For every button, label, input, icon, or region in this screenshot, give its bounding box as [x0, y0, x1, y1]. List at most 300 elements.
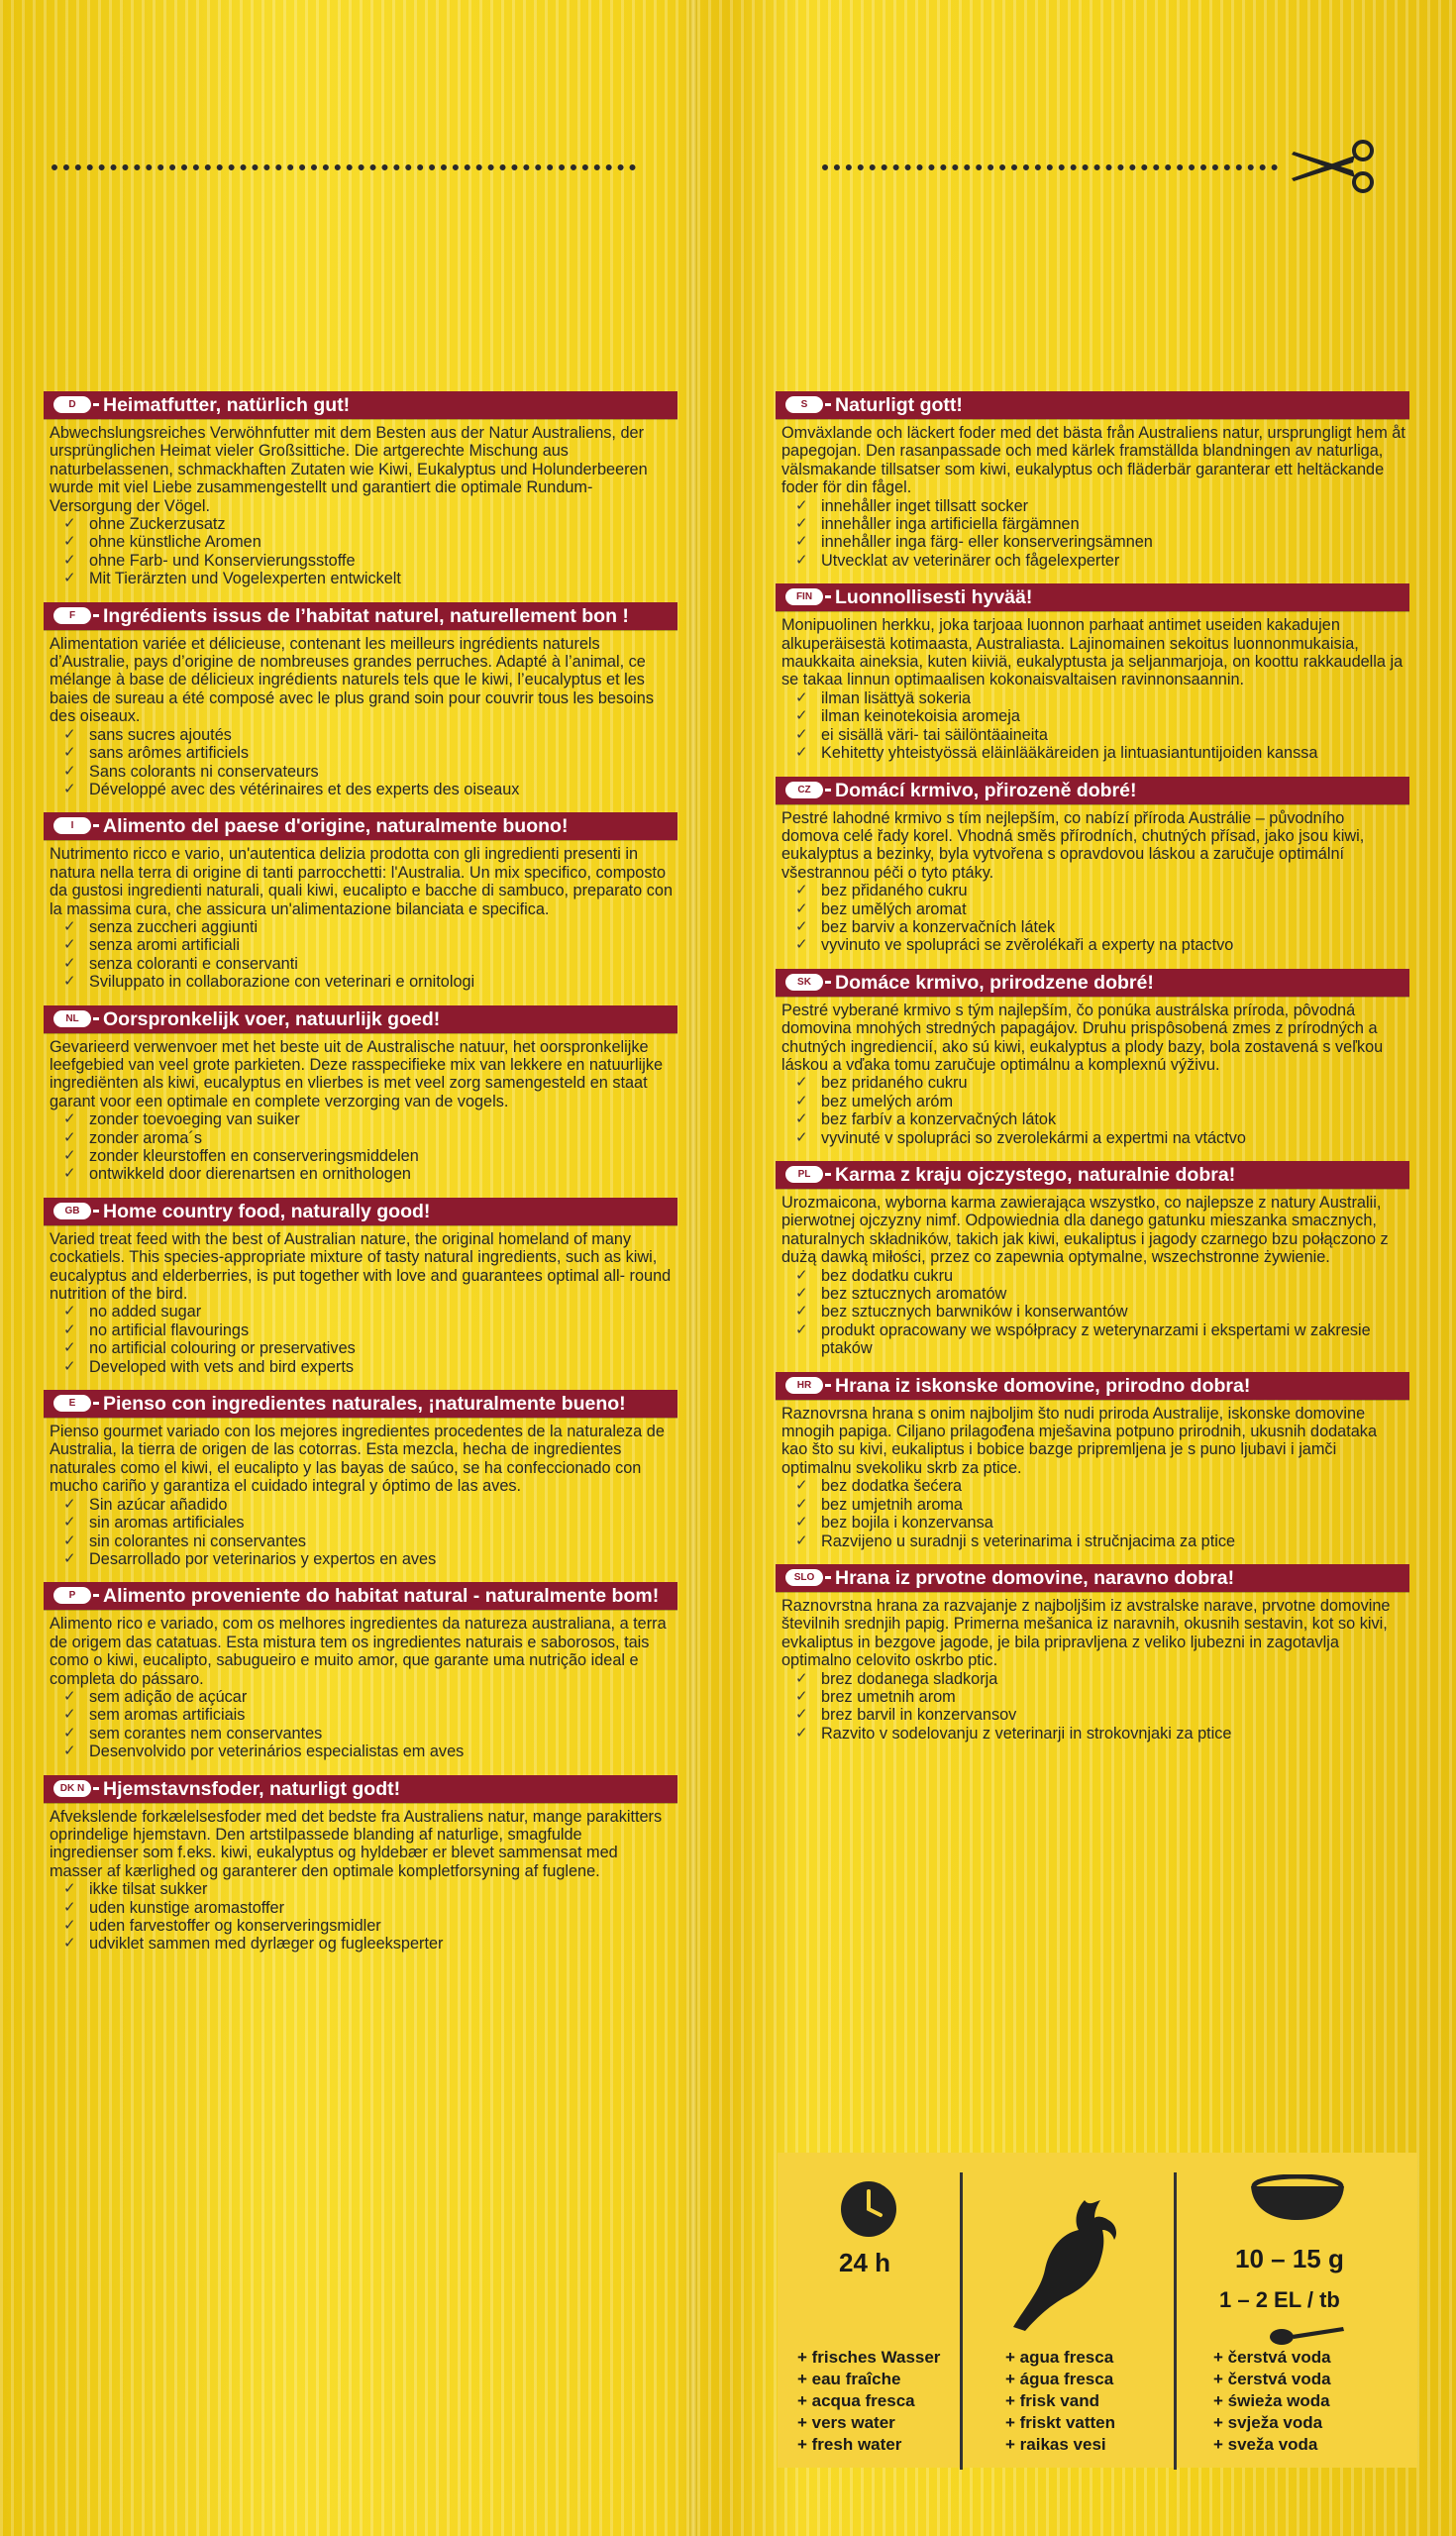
feature-list	[781, 1670, 1405, 1744]
check-icon: ✓	[63, 1303, 76, 1321]
section-text: Abwechslungsreiches Verwöhnfutter mit dem Besten aus der Natur Australiens, der ursprünglichen Heimat vieler Großsittiche. Die artgerechte Mischung aus naturbelassenen, schmackhaften Zutaten wie Kiwi, Eukalyptus und Holunderbeeren wurde mit viel Liebe zusammengestellt und garantiert die optimale Rundum-Versorgung der Vögel.	[50, 424, 648, 515]
check-icon: ✓	[795, 1514, 808, 1532]
water-item: + vers water	[797, 2413, 895, 2432]
feature-item	[63, 570, 674, 587]
water-item: + frisches Wasser	[797, 2348, 941, 2367]
bowl-icon	[1243, 2174, 1352, 2224]
feature-item	[795, 1303, 1405, 1321]
section-body	[44, 1418, 677, 1568]
check-icon: ✓	[63, 1532, 76, 1549]
feature-item	[63, 1147, 674, 1165]
feature-list	[781, 882, 1405, 955]
section-title: Karma z kraju ojczystego, naturalnie dobra!	[835, 1164, 1236, 1186]
section-title: Naturligt gott!	[835, 394, 963, 416]
feature-text: innehåller inget tillsatt socker	[821, 496, 1029, 515]
feature-text: sin colorantes ni conservantes	[89, 1532, 307, 1550]
feature-text: udviklet sammen med dyrlæger og fugleeksperter	[89, 1935, 444, 1954]
water-item: + raikas vesi	[1005, 2435, 1106, 2454]
section-body	[776, 997, 1409, 1147]
feature-list	[50, 1880, 674, 1954]
section-title: Pienso con ingredientes naturales, ¡naturalmente bueno!	[103, 1393, 626, 1416]
feature-item	[63, 1110, 674, 1128]
language-section	[776, 391, 1409, 570]
section-body	[44, 1033, 677, 1184]
feature-text: Desarrollado por veterinarios y expertos en aves	[89, 1549, 437, 1568]
feature-item	[63, 1706, 674, 1724]
feature-item	[795, 1129, 1405, 1147]
feature-text: bez farbív a konzervačných látok	[821, 1110, 1057, 1129]
check-icon: ✓	[63, 1357, 76, 1375]
language-code-badge: SLO	[785, 1569, 823, 1586]
section-heading	[776, 391, 1409, 419]
feature-item	[795, 900, 1405, 918]
section-title: Luonnollisesti hyvää!	[835, 586, 1033, 609]
check-icon: ✓	[63, 1110, 76, 1128]
bag-seam	[689, 0, 697, 2536]
feature-text: ohne Zuckerzusatz	[89, 515, 226, 534]
check-icon: ✓	[63, 1880, 76, 1898]
water-item: + água fresca	[1005, 2370, 1114, 2388]
check-icon: ✓	[795, 1724, 808, 1742]
section-body	[44, 419, 677, 588]
feeding-divider	[1174, 2172, 1177, 2470]
check-icon: ✓	[63, 1706, 76, 1724]
section-body	[44, 1225, 677, 1376]
section-title: Hrana iz prvotne domovine, naravno dobra!	[835, 1566, 1235, 1589]
feature-item	[795, 1532, 1405, 1550]
section-title: Alimento proveniente do habitat natural - naturalmente bom!	[103, 1585, 660, 1608]
feature-item	[795, 726, 1405, 744]
feature-item	[63, 1935, 674, 1953]
check-icon: ✓	[795, 1532, 808, 1549]
feature-text: Developed with vets and bird experts	[89, 1357, 354, 1376]
feature-item	[795, 936, 1405, 954]
section-text: Raznovrsna hrana s onim najboljim što nudi priroda Australije, iskonske domovine mnogih papiga. Ciljano prilagođena mješavina potpuno prirodnih, ukusnih dodataka kao što su kivi, eukaliptus i bobice bazge pripremljena je s puno ljubavi i jamči optimalnu svekoliku skrb za ptice.	[781, 1404, 1378, 1477]
water-item: + świeża woda	[1213, 2391, 1330, 2410]
feature-text: brez umetnih arom	[821, 1687, 956, 1706]
water-list-3	[1213, 2347, 1331, 2456]
feature-text: bez dodatka šećera	[821, 1477, 963, 1496]
language-section	[44, 1198, 677, 1376]
feature-text: zonder kleurstoffen en conserveringsmiddelen	[89, 1147, 419, 1165]
feature-text: bez bojila i konzervansa	[821, 1514, 993, 1532]
feature-item	[795, 689, 1405, 707]
section-body	[776, 1592, 1409, 1743]
feature-text: Sans colorants ni conservateurs	[89, 762, 319, 781]
feature-item	[63, 1321, 674, 1339]
feature-item	[63, 763, 674, 781]
feature-item	[795, 1496, 1405, 1514]
check-icon: ✓	[63, 917, 76, 935]
check-icon: ✓	[795, 882, 808, 899]
feature-item	[63, 552, 674, 570]
feature-item	[63, 918, 674, 936]
section-text: Nutrimento ricco e vario, un'autentica delizia prodotta con gli ingredienti presenti in natura nella terra di origine di tanti parrocchetti: l'Australia. Un mix specifico, composto da gustosi ingredienti naturali, quali kiwi, eucalipto e bacche di sambuco, preparato con la massima cura, che assicura un'alimentazione bilanciata e specifica.	[50, 845, 674, 918]
section-text: Alimentation variée et délicieuse, contenant les meilleurs ingrédients naturels d’Australie, pays d’origine de nombreuses grandes perruches. Adapté à l’animal, ce mélange à base de délicieux ingrédients naturels tels que le kiwi, l’eucalyptus et les baies de sureau a été composé avec le plus grand soin pour couvrir tous les besoins des oiseaux.	[50, 634, 654, 726]
amount-label: 10 – 15 g	[1235, 2244, 1344, 2273]
section-heading	[44, 812, 677, 840]
language-section	[776, 583, 1409, 762]
check-icon: ✓	[63, 1147, 76, 1164]
tear-line-right	[822, 164, 1278, 170]
feature-text: bez barviv a konzervačních látek	[821, 917, 1056, 936]
feature-text: ohne künstliche Aromen	[89, 533, 261, 552]
feature-text: Desenvolvido por veterinários especialistas em aves	[89, 1743, 465, 1761]
language-code-badge: SK	[785, 974, 823, 991]
spoons-label: 1 – 2 EL / tb	[1219, 2287, 1340, 2312]
feature-text: senza coloranti e conservanti	[89, 954, 298, 973]
check-icon: ✓	[795, 496, 808, 514]
feature-text: bez umělých aromat	[821, 899, 967, 918]
language-code-badge: F	[53, 607, 91, 624]
check-icon: ✓	[795, 1074, 808, 1092]
section-text: Pestré lahodné krmivo s tím nejlepším, co nabízí příroda Austrálie – původního domova celé řady korel. Vhodná směs přírodních, chutných přísad, jako jsou kiwi, eukalyptus a bezinky, byla vytvořena s opravdovou láskou a zaručuje optimální všestrannou péči o tyto ptáky.	[781, 808, 1365, 882]
section-text: Pestré vyberané krmivo s tým najlepším, čo ponúka austrálska príroda, pôvodná domovina mnohých stredných papagájov. Druhu prispôsobená zmes z prírodných a chutných ingrediencií, ako sú kiwi, eukalyptus a plody bazy, bola zostavená s veľkou láskou a vďaka tomu zaručuje optimálnu a komplexnú výživu.	[781, 1001, 1384, 1074]
check-icon: ✓	[63, 1128, 76, 1146]
section-title: Domácí krmivo, přirozeně dobré!	[835, 779, 1137, 801]
water-item: + sveža voda	[1213, 2435, 1318, 2454]
section-heading	[776, 583, 1409, 611]
water-item: + fresh water	[797, 2435, 902, 2454]
feature-text: uden kunstige aromastoffer	[89, 1898, 285, 1917]
feature-text: ei sisällä väri- tai säilöntäaineita	[821, 725, 1048, 744]
feature-item	[63, 726, 674, 744]
feature-text: innehåller inga färg- eller konserveringsämnen	[821, 533, 1153, 552]
water-item: + čerstvá voda	[1213, 2370, 1331, 2388]
section-text: Urozmaicona, wyborna karma zawierająca wszystko, co najlepsze z natury Australii, pierwotnej ojczyzny nimf. Odpowiednia dla danego gatunku mieszanka smacznych, naturalnych składników, takich jak kiwi, eukaliptus i jagody czarnego bzu połączono z dużą dawką miłości, przez co zapewnia optymalne, wszechstronne żywienie.	[781, 1194, 1389, 1267]
check-icon: ✓	[795, 1266, 808, 1284]
feature-text: ontwikkeld door dierenartsen en ornithologen	[89, 1165, 411, 1184]
feature-item	[795, 515, 1405, 533]
check-icon: ✓	[63, 1514, 76, 1532]
feature-text: zonder aroma´s	[89, 1128, 203, 1147]
duration-label: 24 h	[839, 2248, 891, 2277]
water-item: + friskt vatten	[1005, 2413, 1116, 2432]
section-title: Domáce krmivo, prirodzene dobré!	[835, 971, 1154, 994]
language-code-badge: S	[785, 396, 823, 413]
cockatiel-icon	[1005, 2190, 1134, 2339]
feature-text: ilman lisättyä sokeria	[821, 688, 972, 707]
check-icon: ✓	[63, 1687, 76, 1705]
section-title: Hjemstavnsfoder, naturligt godt!	[103, 1777, 401, 1800]
check-icon: ✓	[795, 1092, 808, 1110]
language-section	[776, 1161, 1409, 1358]
scissors-icon	[1288, 139, 1379, 194]
feature-text: bez dodatku cukru	[821, 1266, 954, 1285]
check-icon: ✓	[63, 1898, 76, 1916]
check-icon: ✓	[795, 899, 808, 917]
feature-item	[63, 1917, 674, 1935]
section-text: Omväxlande och läckert foder med det bästa från Australiens natur, ursprungligt hem åt papegojan. Den rasanpassade och med kärlek framställda blandningen av naturliga, välsmakande tillsatser som kiwi, eukalyptus och fläderbär garanterar ett heltäckande foder för din fågel.	[781, 424, 1405, 497]
feature-text: Mit Tierärzten und Vogelexperten entwickelt	[89, 570, 401, 588]
check-icon: ✓	[63, 780, 76, 797]
feature-text: ilman keinotekoisia aromeja	[821, 707, 1020, 726]
language-section	[44, 812, 677, 991]
feature-text: Razvito v sodelovanju z veterinarji in strokovnjaki za ptice	[821, 1724, 1232, 1743]
feature-text: produkt opracowany we współpracy z weterynarzami i ekspertami w zakresie ptaków	[821, 1321, 1371, 1358]
feature-text: no artificial flavourings	[89, 1321, 250, 1339]
feature-item	[795, 1321, 1405, 1358]
language-code-badge: I	[53, 817, 91, 834]
feature-list	[781, 689, 1405, 763]
feature-item	[63, 744, 674, 762]
feature-list	[50, 726, 674, 799]
feature-item	[63, 936, 674, 954]
feature-text: uden farvestoffer og konserveringsmidler	[89, 1917, 381, 1935]
feature-item	[63, 1899, 674, 1917]
section-body	[776, 804, 1409, 955]
section-body	[44, 1610, 677, 1760]
water-item: + acqua fresca	[797, 2391, 915, 2410]
feature-list	[50, 918, 674, 992]
feature-text: sin aromas artificiales	[89, 1514, 245, 1532]
language-code-badge: CZ	[785, 782, 823, 798]
feature-text: sans sucres ajoutés	[89, 725, 232, 744]
feature-item	[795, 1093, 1405, 1110]
section-body	[776, 1189, 1409, 1358]
feature-item	[795, 707, 1405, 725]
check-icon: ✓	[795, 1687, 808, 1705]
check-icon: ✓	[795, 1285, 808, 1303]
water-item: + eau fraîche	[797, 2370, 901, 2388]
section-body	[44, 1803, 677, 1954]
check-icon: ✓	[63, 533, 76, 551]
section-title: Home country food, naturally good!	[103, 1200, 431, 1222]
feature-item	[795, 918, 1405, 936]
section-title: Alimento del paese d'origine, naturalmente buono!	[103, 815, 569, 838]
language-section	[44, 391, 677, 588]
feature-list	[50, 515, 674, 588]
feature-item	[63, 955, 674, 973]
feature-list	[781, 497, 1405, 571]
section-heading	[776, 1564, 1409, 1592]
check-icon: ✓	[795, 1303, 808, 1321]
language-section	[776, 1564, 1409, 1743]
feature-text: sem corantes nem conservantes	[89, 1724, 323, 1743]
feature-item	[63, 1743, 674, 1760]
feature-text: vyvinuté v spolupráci so zverolekármi a expertmi na vtáctvo	[821, 1128, 1246, 1147]
check-icon: ✓	[63, 1549, 76, 1567]
check-icon: ✓	[63, 1321, 76, 1338]
language-section	[44, 1582, 677, 1760]
section-heading	[776, 969, 1409, 997]
section-body	[776, 1400, 1409, 1550]
section-heading	[44, 1198, 677, 1225]
check-icon: ✓	[795, 551, 808, 569]
feature-item	[795, 1670, 1405, 1688]
section-heading	[44, 1775, 677, 1803]
water-item: + svježa voda	[1213, 2413, 1323, 2432]
feature-text: Sin azúcar añadido	[89, 1495, 228, 1514]
feature-text: senza aromi artificiali	[89, 936, 241, 955]
feature-item	[63, 1532, 674, 1550]
section-body	[776, 419, 1409, 570]
check-icon: ✓	[63, 515, 76, 533]
section-heading	[44, 602, 677, 630]
feature-item	[795, 533, 1405, 551]
language-section	[44, 1005, 677, 1184]
feature-item	[63, 533, 674, 551]
feature-text: brez dodanega sladkorja	[821, 1669, 998, 1688]
check-icon: ✓	[63, 954, 76, 972]
water-item: + frisk vand	[1005, 2391, 1099, 2410]
feature-text: ikke tilsat sukker	[89, 1880, 208, 1899]
check-icon: ✓	[795, 533, 808, 551]
section-text: Afvekslende forkælelsesfoder med det bedste fra Australiens natur, mange parakitters oprindelige hjemstavn. Den artstilpassede blanding af naturlige, smagfulde ingredienser som f.eks. kiwi, eukalyptus og hyldebær er blevet sammensat med masser af kærlighed og garanterer den optimale kompletforsyning af fuglene.	[50, 1807, 663, 1880]
section-text: Pienso gourmet variado con los mejores ingredientes procedentes de la naturaleza de Australia, la tierra de origen de las cotorras. Esta mezcla, hecha de ingredientes naturales como el kiwi, el eucalipto y las bayas de saúco, se ha confeccionado con mucho cariño y garantiza el cuidado integral y óptimo de las aves.	[50, 1423, 665, 1496]
feature-text: sans arômes artificiels	[89, 744, 250, 763]
section-text: Alimento rico e variado, com os melhores ingredientes da natureza australiana, a terra de origem das catatuas. Esta mistura tem os ingredientes naturais e saborosos, tais como o kiwi, eucalipto, sabugueiro e muito amor, que garante uma nutrição ideal e completa do pássaro.	[50, 1615, 667, 1688]
check-icon: ✓	[63, 725, 76, 743]
check-icon: ✓	[63, 570, 76, 587]
section-text: Monipuolinen herkku, joka tarjoaa luonnon parhaat antimet useiden kakadujen alkuperäisestä kotimaasta, Australiasta. Lajinomainen sekoitus luonnonmukaisia, maukkaita aineksia, kuten kiiviä, eukalyptusta ja seljanmarjoja, on koottu rakkaudella ja se takaa linnun optimaalisen kokonaisvaltaisen ravinnonsaannin.	[781, 616, 1404, 689]
feature-list	[50, 1688, 674, 1761]
feature-item	[63, 1725, 674, 1743]
check-icon: ✓	[63, 551, 76, 569]
section-body	[44, 840, 677, 991]
feature-item	[795, 1074, 1405, 1092]
check-icon: ✓	[795, 1477, 808, 1495]
check-icon: ✓	[795, 688, 808, 706]
feature-item	[63, 1303, 674, 1321]
feature-text: brez barvil in konzervansov	[821, 1706, 1017, 1725]
check-icon: ✓	[63, 1495, 76, 1513]
feature-text: bez umjetnih aroma	[821, 1495, 963, 1514]
feature-text: sem aromas artificiais	[89, 1706, 246, 1725]
section-heading	[44, 391, 677, 419]
check-icon: ✓	[795, 744, 808, 762]
tear-line-left	[52, 164, 636, 170]
feature-item	[795, 1477, 1405, 1495]
feature-list	[50, 1110, 674, 1184]
language-section	[44, 1775, 677, 1954]
language-code-badge: PL	[785, 1166, 823, 1183]
section-text: Gevarieerd verwenvoer met het beste uit de Australische natuur, het oorspronkelijke leefgebied van veel grote parkieten. Deze rasspecifieke mix van lekkere en natuurlijke ingrediënten als kiwi, eucalyptus en vlierbes is met veel zorg samengesteld en staat garant voor een optimale en complete verzorging van de vogels.	[50, 1037, 664, 1110]
language-code-badge: FIN	[785, 588, 823, 605]
section-title: Heimatfutter, natürlich gut!	[103, 394, 351, 416]
feature-text: zonder toevoeging van suiker	[89, 1110, 300, 1129]
language-section	[44, 602, 677, 799]
feature-text: no added sugar	[89, 1303, 202, 1321]
water-item: + agua fresca	[1005, 2348, 1114, 2367]
feeding-panel	[778, 2153, 1417, 2468]
section-body	[776, 611, 1409, 762]
check-icon: ✓	[63, 744, 76, 762]
feature-item	[795, 552, 1405, 570]
check-icon: ✓	[63, 1935, 76, 1953]
check-icon: ✓	[63, 1339, 76, 1357]
feature-item	[63, 1550, 674, 1568]
feature-item	[63, 1880, 674, 1898]
feature-text: senza zuccheri aggiunti	[89, 917, 259, 936]
check-icon: ✓	[795, 1128, 808, 1146]
feature-list	[781, 1477, 1405, 1550]
feature-item	[63, 1129, 674, 1147]
section-heading	[776, 1372, 1409, 1400]
check-icon: ✓	[795, 707, 808, 725]
check-icon: ✓	[63, 973, 76, 991]
language-code-badge: HR	[785, 1377, 823, 1394]
feature-item	[63, 1358, 674, 1376]
feature-item	[795, 1285, 1405, 1303]
check-icon: ✓	[63, 1165, 76, 1183]
feature-text: Sviluppato in collaborazione con veterinari e ornitologi	[89, 973, 475, 992]
section-heading	[44, 1582, 677, 1610]
check-icon: ✓	[795, 1321, 808, 1338]
feature-text: innehåller inga artificiella färgämnen	[821, 515, 1080, 534]
feature-item	[795, 1725, 1405, 1743]
feature-text: bez pridaného cukru	[821, 1074, 968, 1093]
feature-list	[781, 1267, 1405, 1358]
feature-item	[63, 1339, 674, 1357]
check-icon: ✓	[795, 917, 808, 935]
feature-list	[50, 1496, 674, 1569]
section-title: Ingrédients issus de l’habitat naturel, naturellement bon !	[103, 604, 629, 627]
feature-text: Kehitetty yhteistyössä eläinlääkäreiden ja lintuasiantuntijoiden kanssa	[821, 744, 1318, 763]
feature-item	[795, 882, 1405, 899]
feature-text: Utvecklat av veterinärer och fågelexperter	[821, 551, 1120, 570]
language-code-badge: E	[53, 1395, 91, 1412]
feature-item	[63, 515, 674, 533]
feature-item	[795, 1688, 1405, 1706]
check-icon: ✓	[795, 725, 808, 743]
feature-text: no artificial colouring or preservatives	[89, 1339, 356, 1358]
feature-item	[63, 1496, 674, 1514]
section-heading	[776, 777, 1409, 804]
feature-item	[795, 744, 1405, 762]
feature-list	[50, 1303, 674, 1376]
feature-text: sem adição de açúcar	[89, 1687, 248, 1706]
language-section	[776, 969, 1409, 1147]
clock-icon	[837, 2177, 900, 2241]
feature-item	[795, 1110, 1405, 1128]
check-icon: ✓	[63, 1743, 76, 1760]
feature-item	[63, 1165, 674, 1183]
check-icon: ✓	[795, 1110, 808, 1128]
section-heading	[44, 1390, 677, 1418]
feature-item	[795, 1267, 1405, 1285]
feature-text: bez sztucznych aromatów	[821, 1285, 1007, 1304]
feature-item	[795, 1514, 1405, 1532]
water-list-1	[797, 2347, 940, 2456]
check-icon: ✓	[63, 1917, 76, 1934]
check-icon: ✓	[795, 1669, 808, 1687]
feature-text: Développé avec des vétérinaires et des experts des oiseaux	[89, 780, 520, 798]
right-column	[776, 391, 1409, 1756]
feature-text: bez přidaného cukru	[821, 882, 968, 900]
section-body	[44, 630, 677, 799]
language-code-badge: GB	[53, 1203, 91, 1219]
check-icon: ✓	[795, 1495, 808, 1513]
language-section	[776, 777, 1409, 955]
section-heading	[776, 1161, 1409, 1189]
language-section	[776, 1372, 1409, 1550]
feature-text: bez sztucznych barwników i konserwantów	[821, 1303, 1128, 1321]
check-icon: ✓	[795, 1706, 808, 1724]
feature-text: Razvijeno u suradnji s veterinarima i stručnjacima za ptice	[821, 1532, 1236, 1550]
section-title: Oorspronkelijk voer, natuurlijk goed!	[103, 1007, 441, 1030]
feature-item	[63, 781, 674, 798]
language-code-badge: DK N	[53, 1780, 91, 1797]
section-heading	[44, 1005, 677, 1033]
feature-item	[795, 497, 1405, 515]
check-icon: ✓	[795, 515, 808, 533]
feeding-divider	[960, 2172, 963, 2470]
feature-text: bez umelých aróm	[821, 1092, 954, 1110]
feature-item	[795, 1706, 1405, 1724]
feature-text: ohne Farb- und Konservierungsstoffe	[89, 551, 356, 570]
feature-item	[63, 1514, 674, 1532]
